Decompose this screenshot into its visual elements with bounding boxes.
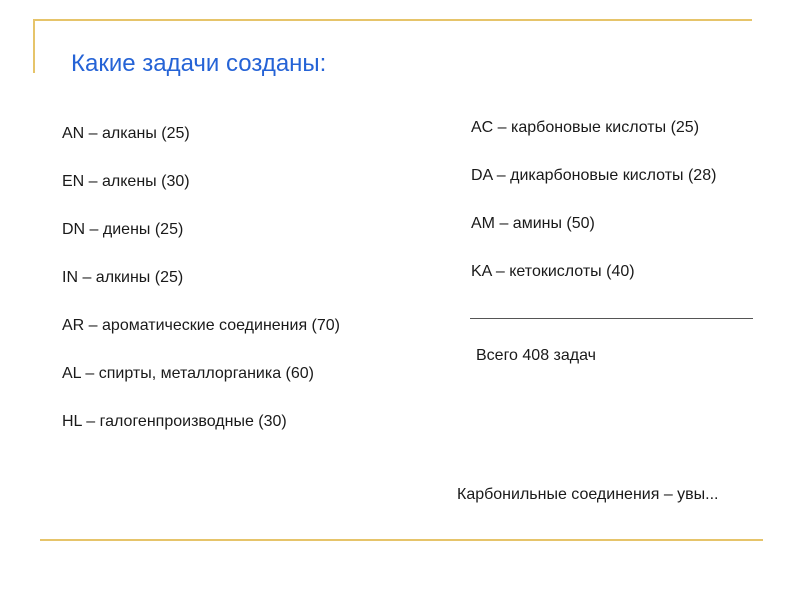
total-divider	[470, 318, 753, 319]
frame-top-line	[33, 19, 752, 21]
total-count: Всего 408 задач	[476, 347, 596, 364]
list-item: AR – ароматические соединения (70)	[62, 317, 341, 334]
list-item: AM – амины (50)	[471, 215, 595, 232]
list-item: AN – алканы (25)	[62, 125, 190, 142]
frame-bottom-line	[40, 539, 763, 541]
footnote: Карбонильные соединения – увы...	[457, 486, 719, 503]
slide-title: Какие задачи созданы:	[71, 50, 327, 77]
list-item: KA – кетокислоты (40)	[471, 263, 635, 280]
list-item: DA – дикарбоновые кислоты (28)	[471, 167, 717, 184]
list-item: EN – алкены (30)	[62, 173, 190, 190]
list-item: IN – алкины (25)	[62, 269, 184, 286]
list-item: DN – диены (25)	[62, 221, 184, 238]
right-task-list	[471, 118, 716, 310]
frame-left-line	[33, 19, 35, 73]
left-task-list	[62, 124, 340, 460]
list-item: AL – спирты, металлорганика (60)	[62, 365, 314, 382]
list-item: AC – карбоновые кислоты (25)	[471, 119, 700, 136]
list-item: HL – галогенпроизводные (30)	[62, 413, 287, 430]
